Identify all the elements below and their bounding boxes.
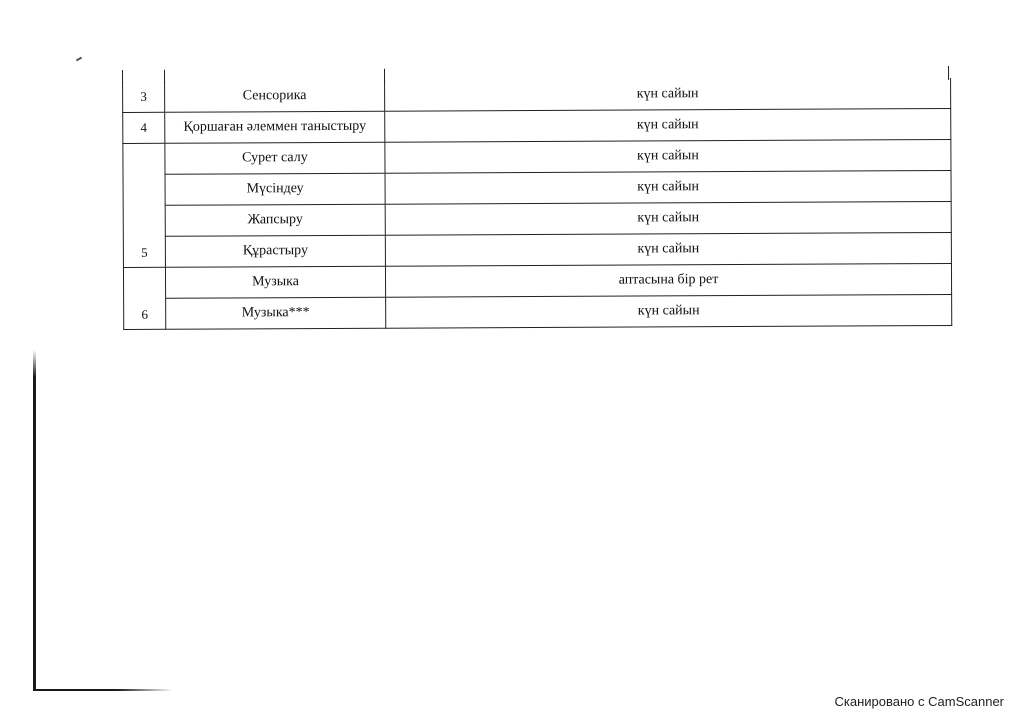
frequency-cell: күн сайын (385, 170, 951, 204)
frequency-cell: күн сайын (385, 139, 951, 173)
scan-speck (76, 57, 82, 62)
row-number: 4 (123, 112, 165, 143)
row-number: 3 (123, 82, 165, 113)
activity-cell: Сенсорика (165, 81, 385, 113)
table-row (123, 201, 951, 236)
activity-cell: Сурет салу (165, 142, 385, 174)
table-row (123, 263, 951, 298)
frequency-cell: күн сайын (386, 294, 952, 328)
frequency-cell: күн сайын (385, 201, 951, 235)
activity-cell: Құрастыру (165, 235, 385, 267)
activity-cell: Музыка (165, 266, 385, 298)
table-row (123, 78, 951, 113)
frequency-cell: күн сайын (385, 108, 951, 142)
activity-cell: Қоршаған әлеммен таныстыру (165, 111, 385, 143)
schedule-table-container (122, 66, 950, 322)
page-edge-left (33, 350, 36, 690)
row-number: 6 (123, 267, 165, 329)
table-row (123, 108, 951, 143)
frequency-cell: күн сайын (385, 232, 951, 266)
activity-cell: Жапсыру (165, 204, 385, 236)
scanner-watermark: Сканировано с CamScanner (834, 694, 1004, 709)
frequency-cell: күн сайын (385, 78, 951, 111)
activity-cell: Мүсіндеу (165, 173, 385, 205)
frequency-cell: аптасына бір рет (385, 263, 951, 297)
table-row (123, 139, 951, 174)
table-row (123, 232, 951, 267)
row-number: 5 (123, 143, 166, 267)
activity-cell: Музыка*** (166, 297, 386, 329)
table-row (124, 294, 952, 329)
table-row (123, 170, 951, 205)
schedule-table (122, 78, 952, 330)
page-edge-bottom (33, 689, 173, 691)
